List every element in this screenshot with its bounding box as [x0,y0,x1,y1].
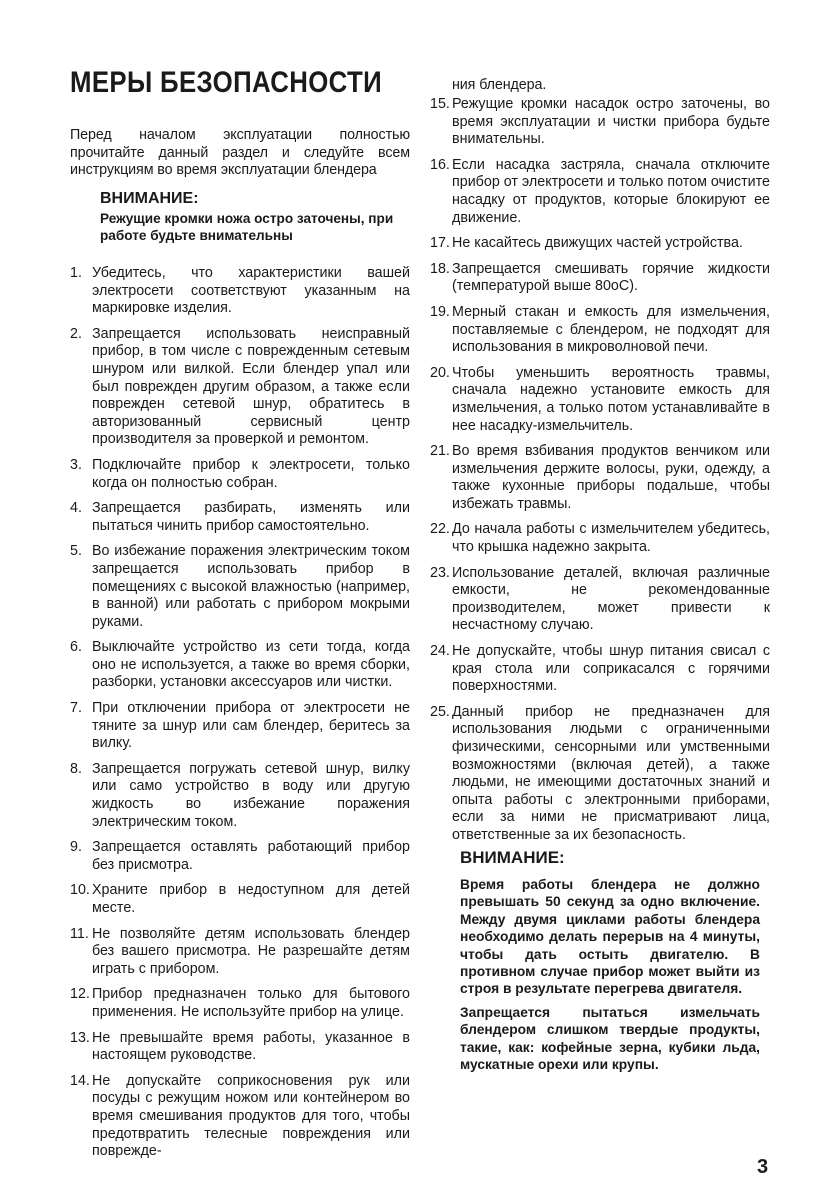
rule-text: Не касайтесь движущих частей устройства. [452,235,743,252]
rule-text: Не допускайте соприкосновения рук или посуды с режущим ножом или контейнером во время смешивания продуктов для того, чтобы предотвратить телесные повреждения или поврежде- [92,1072,410,1160]
rule-number: 25. [430,703,450,720]
rule-text: Чтобы уменьшить вероятность травмы, сначала надежно установите емкость для измельчения, а только потом устанавливайте в нее насадку-измельчитель. [452,364,770,434]
list-item [430,565,770,635]
rule-number: 3. [70,456,82,473]
warning-text-hard-products: Запрещается пытаться измельчать блендером слишком твердые продукты, такие, как: кофейные зерна, кубики льда, мускатные орехи или крупы. [460,1004,760,1073]
list-item [430,643,770,696]
rule-number: 21. [430,443,450,460]
list-item [430,157,770,227]
rule-text: Запрещается погружать сетевой шнур, вилку или само устройство в воду или другую жидкость во избежание поражения электрическим током. [92,760,410,830]
rule-number: 6. [70,639,82,656]
rule-number: 24. [430,643,450,660]
rule-number: 7. [70,700,82,717]
list-item [70,839,410,874]
rule-text: Подключайте прибор к электросети, только когда он полностью собран. [92,456,410,491]
intro-paragraph: Перед началом эксплуатации полностью прочитайте данный раздел и следуйте всем инструкциям во время эксплуатации блендера [70,127,410,179]
rule-text: Мерный стакан и емкость для измельчения, поставляемые с блендером, не подходят для использования в микроволновой печи. [452,303,770,356]
warning-title: ВНИМАНИЕ: [100,190,199,207]
rule-number: 5. [70,543,82,560]
rule-text: До начала работы с измельчителем убедитесь, что крышка надежно закрыта. [452,521,770,556]
page-title: МЕРЫ БЕЗОПАСНОСТИ [70,66,382,99]
warning-text: Режущие кромки ножа остро заточены, при работе будьте внимательны [100,211,394,243]
rule-number: 15. [430,96,450,112]
rule-number: 11. [70,925,89,942]
list-item [430,365,770,435]
rule-number: 9. [70,839,82,856]
rule-text: При отключении прибора от электросети не тяните за шнур или сам блендер, беритесь за вилку. [92,700,410,752]
rule-text: Запрещается оставлять работающий прибор без присмотра. [92,839,410,873]
list-item [70,639,410,692]
warning-box-bottom [460,848,760,1073]
rule-number: 16. [430,156,450,173]
list-item [430,96,770,149]
rule-number: 17. [430,235,450,252]
rule-number: 18. [430,260,450,277]
list-item [70,326,410,449]
rule-number: 13. [70,1029,90,1046]
warning-box-top [100,190,400,244]
rule-text: Использование деталей, включая различные емкости, не рекомендованные производителем, может привести к несчастному случаю. [452,564,770,634]
list-item [70,761,410,831]
rule-number: 19. [430,303,450,320]
rule-text: Запрещается разбирать, изменять или пытаться чинить прибор самостоятельно. [92,500,410,534]
rule-number: 12. [70,986,90,1003]
rule-number: 1. [70,265,82,281]
page-number: 3 [757,1156,769,1178]
rule-text: Храните прибор в недоступном для детей месте. [92,882,410,916]
rule-number: 8. [70,760,82,777]
list-item [430,261,770,296]
rule-text: Если насадка застряла, сначала отключите прибор от электросети и только потом очистите насадку от продуктов, которые блокируют ее движение. [452,156,770,226]
rule-text: Не превышайте время работы, указанное в настоящем руководстве. [92,1029,410,1064]
rule-number: 2. [70,325,82,342]
rule-number: 14. [70,1072,90,1089]
safety-rules-list-right [430,96,770,845]
rule-text: Во время взбивания продуктов венчиком или измельчения держите волосы, руки, одежду, а также кухонные приборы подальше, чтобы избежать травмы. [452,443,770,512]
rule-number: 20. [430,364,450,381]
list-item [70,500,410,535]
rule-text: Не позволяйте детям использовать блендер без вашего присмотра. Не разрешайте детям играть с прибором. [92,925,410,977]
list-item [70,882,410,917]
list-item [70,986,410,1021]
rule-number: 23. [430,564,450,581]
list-item [70,543,410,631]
safety-rules-list-left [70,265,410,1161]
list-item [430,704,770,845]
list-item [430,304,770,357]
list-item [70,926,410,979]
rule-number: 22. [430,521,450,538]
rule-text: Не допускайте, чтобы шнур питания свисал с края стола или соприкасался с горячими поверхностями. [452,643,770,695]
list-item [430,235,770,253]
rule-text: Запрещается использовать неисправный прибор, в том числе с поврежденным сетевым шнуром или вилкой. Если блендер упал или был поврежден другим образом, а также если поврежден сетевой шнур, обратитесь в авторизованный сервисный центр производителя за проверкой и ремонтом. [92,325,410,448]
rule-text: Данный прибор не предназначен для использования людьми с ограниченными физическими, сенсорными или умственными возможностями (включая детей), а также людьми, не имеющими достаточных знаний и опыта работы с электронными приборами, если за ними не присматривают лица, ответственные за их безопасность. [452,703,770,843]
rule-number: 4. [70,500,82,517]
list-item [430,521,770,556]
list-item [70,1030,410,1065]
rule-text: Выключайте устройство из сети тогда, когда оно не используется, а также во время сборки, разборки, установки аксессуаров или чистки. [92,639,410,691]
rule-text: Запрещается смешивать горячие жидкости (температурой выше 80оС). [452,260,770,295]
rule-number: 10. [70,882,90,899]
list-item [70,457,410,492]
warning-text-operating-time: Время работы блендера не должно превышать 50 секунд за одно включение. Между двумя циклами работы блендера необходимо делать перерыв на 4 минуты, чтобы дать остыть двигателю. В противном случае прибор может выйти из строя в результате перегрева двигателя. [460,877,760,997]
list-item [70,1073,410,1161]
rule-text: Убедитесь, что характеристики вашей электросети соответствуют указанным на маркировке изделия. [92,265,410,317]
list-item [70,265,410,318]
list-item [430,443,770,513]
warning-title: ВНИМАНИЕ: [460,848,565,867]
rule-text: Режущие кромки насадок остро заточены, во время эксплуатации и чистки прибора будьте внимательны. [452,96,770,148]
rule-text: Прибор предназначен только для бытового применения. Не используйте прибор на улице. [92,986,410,1020]
rule-text: Во избежание поражения электрическим током запрещается использовать прибор в помещениях с высокой влажностью (например, в ванной) или работать с прибором мокрыми руками. [92,543,410,630]
list-item [70,700,410,753]
rule-continuation: ния блендера. [452,77,547,93]
